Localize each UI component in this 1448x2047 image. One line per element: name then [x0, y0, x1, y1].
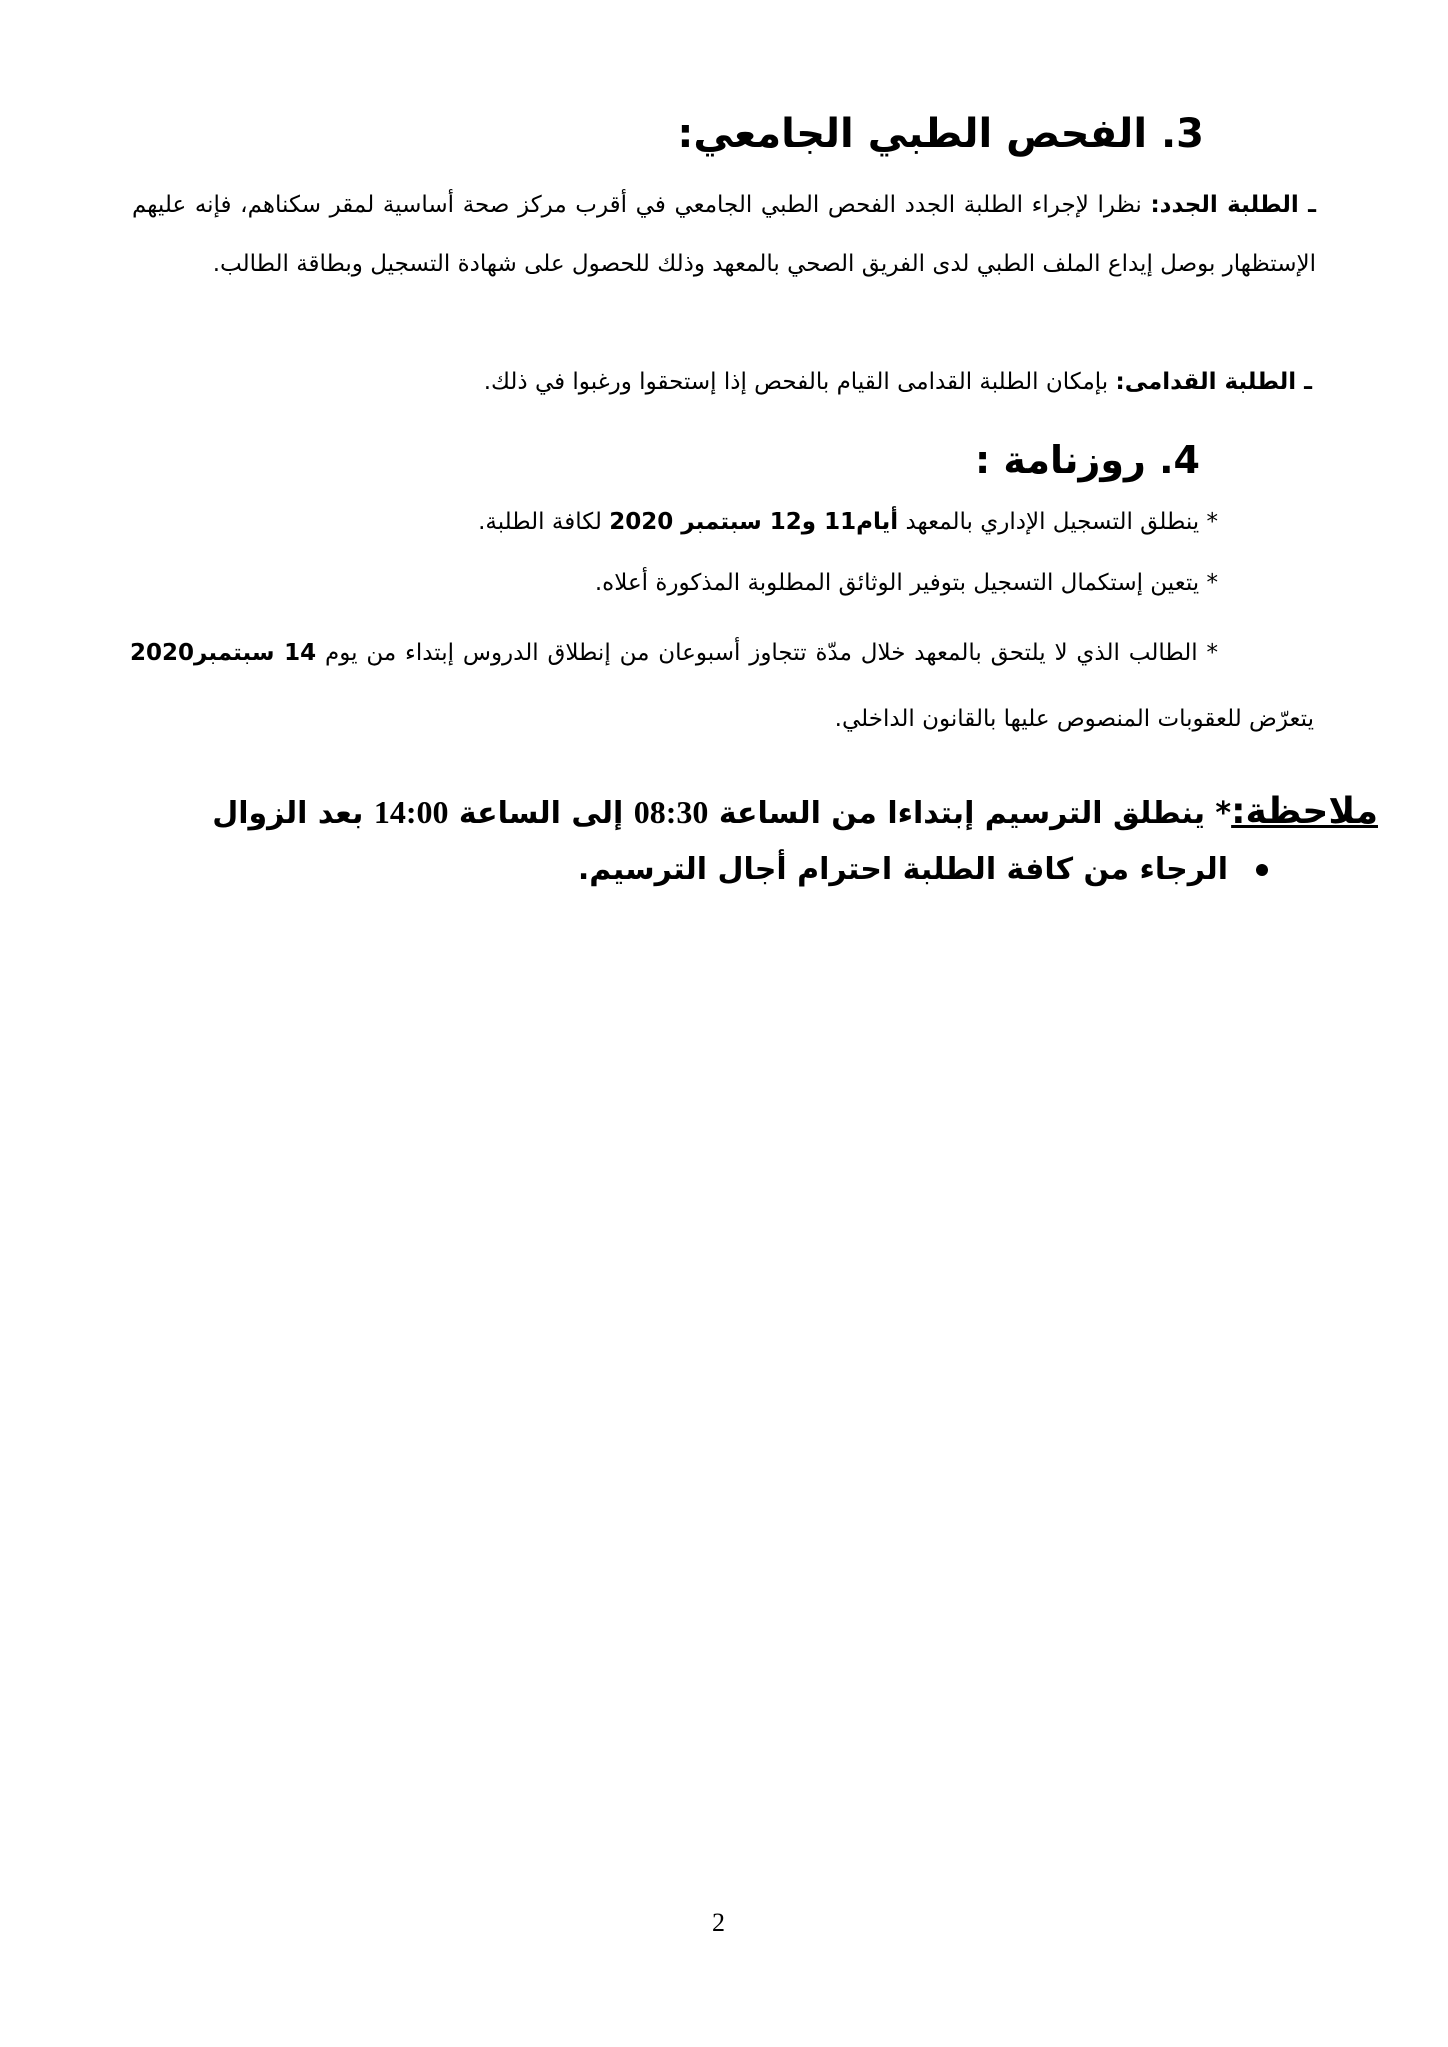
calendar-item-3-text-b: يتعرّض للعقوبات المنصوص عليها بالقانون الداخلي. [834, 706, 1314, 732]
section-3-heading: 3. الفحص الطبي الجامعي: [677, 111, 1204, 157]
note-line-1 [212, 790, 1378, 836]
calendar-item-1 [478, 504, 1218, 540]
new-students-lead: ـ الطلبة الجدد: [1150, 192, 1316, 218]
note-line-1-text-a: * ينطلق الترسيم إبتداءا من الساعة [708, 796, 1232, 831]
note-line-2-text: الرجاء من كافة الطلبة احترام أجال الترسيم. [577, 852, 1228, 887]
calendar-item-3 [130, 620, 1314, 752]
page-number: 2 [712, 1908, 725, 1937]
note-line-2 [578, 848, 1268, 892]
new-students-text: نظرا لإجراء الطلبة الجدد الفحص الطبي الجامعي في أقرب مركز صحة أساسية لمقر سكناهم، فإنه عليهم الإستظهار بوصل إيداع الملف الطبي لدى الفريق الصحي بالمعهد وذلك للحصول على شهادة التسجيل وبطاقة الطالب. [132, 192, 1316, 277]
bullet-icon [1256, 864, 1268, 876]
note-line-1-text-c: بعد الزوال [212, 796, 374, 831]
old-students-text: بإمكان الطلبة القدامى القيام بالفحص إذا إستحقوا ورغبوا في ذلك. [483, 369, 1116, 395]
old-students-paragraph [128, 364, 1312, 400]
calendar-item-3-date: 14 سبتمبر2020 [130, 640, 317, 666]
note-line-1-text-b: إلى الساعة [448, 796, 634, 831]
new-students-paragraph [132, 176, 1316, 294]
note-time-end: 14:00 [373, 794, 449, 830]
calendar-item-1-text-b: لكافة الطلبة. [478, 509, 610, 535]
calendar-item-2: * يتعين إستكمال التسجيل بتوفير الوثائق المطلوبة المذكورة أعلاه. [594, 570, 1218, 596]
calendar-item-1-text-a: * ينطلق التسجيل الإداري بالمعهد [898, 509, 1218, 535]
calendar-item-1-dates: أيام11 و12 سبتمبر 2020 [609, 509, 899, 535]
note-label: ملاحظة: [1231, 791, 1378, 832]
section-4-heading: 4. روزنامة : [974, 438, 1200, 482]
old-students-lead: ـ الطلبة القدامى: [1115, 369, 1312, 395]
calendar-item-3-text-a: * الطالب الذي لا يلتحق بالمعهد خلال مدّة تتجاوز أسبوعان من إنطلاق الدروس إبتداء من يوم [316, 640, 1218, 666]
note-time-start: 08:30 [633, 794, 709, 830]
